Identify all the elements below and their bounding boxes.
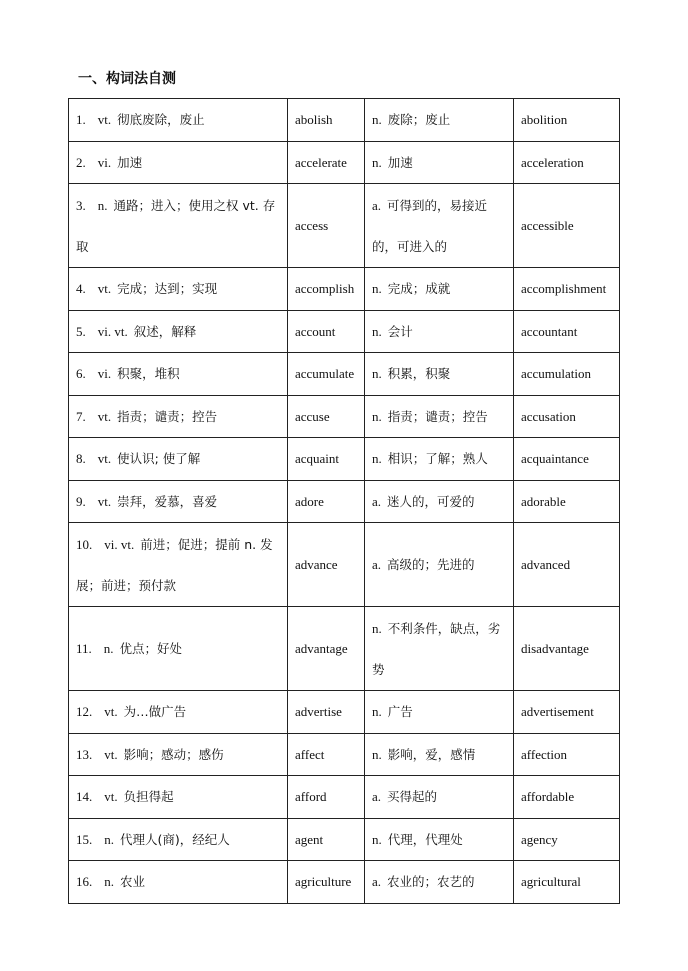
derived-meaning-cell	[365, 353, 514, 396]
part-of-speech: vt.	[97, 493, 112, 509]
derived-part-of-speech: n.	[372, 366, 382, 382]
word-cell	[288, 776, 365, 819]
table-row	[69, 310, 620, 353]
page-heading: 一、构词法自测	[78, 71, 176, 87]
derived-word: accountant	[521, 323, 578, 339]
derived-word: agricultural	[521, 874, 581, 890]
word-cell	[288, 395, 365, 438]
derived-meaning-cell	[365, 776, 514, 819]
word-cell	[288, 268, 365, 311]
meaning-text: 使认识; 使了解	[117, 451, 201, 467]
derived-meaning-cell	[365, 141, 514, 184]
table-row	[69, 184, 620, 268]
meaning-cell	[69, 733, 288, 776]
derived-part-of-speech: a.	[372, 789, 382, 805]
derived-part-of-speech: n.	[372, 112, 382, 128]
base-word: advantage	[295, 641, 348, 656]
derived-meaning-cell	[365, 523, 514, 607]
derived-meaning-text: 代理，代理处	[387, 831, 463, 847]
table-row	[69, 438, 620, 481]
meaning-cell	[69, 99, 288, 142]
base-word: affect	[295, 746, 325, 762]
derived-meaning-cell	[365, 818, 514, 861]
meaning-cell	[69, 395, 288, 438]
word-cell	[288, 310, 365, 353]
derived-meaning-cell	[365, 268, 514, 311]
row-number: 16.	[76, 874, 93, 890]
row-number: 12.	[76, 704, 93, 720]
derived-word: accusation	[521, 408, 576, 424]
meaning-text: 彻底废除，废止	[117, 112, 205, 128]
base-word: advertise	[295, 704, 342, 720]
derived-meaning-cell	[365, 607, 514, 691]
derived-word-cell	[514, 353, 620, 396]
part-of-speech: vi. vt.	[97, 323, 128, 339]
row-number: 9.	[76, 493, 86, 509]
vocab-table	[68, 98, 620, 904]
meaning-cell	[69, 776, 288, 819]
base-word: accomplish	[295, 281, 355, 297]
derived-word: accomplishment	[521, 281, 607, 297]
base-word: accumulate	[295, 366, 355, 382]
derived-meaning-cell	[365, 310, 514, 353]
derived-word-cell	[514, 395, 620, 438]
derived-word-cell	[514, 691, 620, 734]
meaning-cell	[69, 818, 288, 861]
meaning-text: 优点；好处	[119, 641, 183, 656]
derived-word-cell	[514, 607, 620, 691]
derived-word: adorable	[521, 493, 566, 509]
word-cell	[288, 353, 365, 396]
derived-part-of-speech: a.	[372, 493, 382, 509]
derived-part-of-speech: n.	[372, 281, 382, 297]
derived-word-cell	[514, 861, 620, 904]
part-of-speech: vt.	[97, 112, 112, 128]
word-cell	[288, 438, 365, 481]
base-word: account	[295, 323, 336, 339]
derived-part-of-speech: a.	[372, 557, 382, 572]
derived-word: agency	[521, 831, 558, 847]
derived-meaning-cell	[365, 99, 514, 142]
row-number: 1.	[76, 112, 86, 128]
meaning-cell	[69, 438, 288, 481]
part-of-speech: n.	[104, 831, 114, 847]
derived-word-cell	[514, 480, 620, 523]
table-row	[69, 818, 620, 861]
derived-word: disadvantage	[521, 641, 589, 656]
row-number: 3.	[76, 197, 86, 213]
table-row	[69, 268, 620, 311]
derived-word-cell	[514, 438, 620, 481]
word-cell	[288, 733, 365, 776]
meaning-text: 影响；感动；感伤	[123, 746, 224, 762]
derived-word-cell	[514, 523, 620, 607]
meaning-text: 前进；促进；提前 n. 发展；前进；预付款	[76, 536, 273, 593]
meaning-cell	[69, 184, 288, 268]
table-row	[69, 141, 620, 184]
derived-word: advanced	[521, 557, 571, 572]
meaning-cell	[69, 861, 288, 904]
meaning-cell	[69, 523, 288, 607]
row-number: 6.	[76, 366, 86, 382]
meaning-text: 叙述，解释	[133, 323, 197, 339]
derived-word: advertisement	[521, 704, 594, 720]
part-of-speech: vt.	[97, 408, 112, 424]
derived-part-of-speech: n.	[372, 620, 382, 636]
derived-meaning-cell	[365, 395, 514, 438]
derived-meaning-text: 广告	[387, 704, 413, 720]
derived-meaning-text: 指责；谴责；控告	[387, 408, 488, 424]
table-row	[69, 99, 620, 142]
derived-part-of-speech: n.	[372, 746, 382, 762]
derived-word: accessible	[521, 218, 574, 233]
word-cell	[288, 691, 365, 734]
part-of-speech: n.	[104, 874, 114, 890]
table-row	[69, 395, 620, 438]
row-number: 13.	[76, 746, 93, 762]
meaning-cell	[69, 353, 288, 396]
word-cell	[288, 818, 365, 861]
derived-part-of-speech: a.	[372, 197, 382, 213]
derived-meaning-cell	[365, 733, 514, 776]
derived-meaning-text: 可得到的，易接近的，可进入的	[372, 197, 488, 254]
part-of-speech: n.	[97, 197, 108, 213]
derived-word: affection	[521, 746, 567, 762]
row-number: 15.	[76, 831, 93, 847]
part-of-speech: vt.	[104, 746, 118, 762]
derived-meaning-text: 加速	[387, 154, 413, 170]
table-row	[69, 480, 620, 523]
row-number: 5.	[76, 323, 86, 339]
meaning-cell	[69, 141, 288, 184]
base-word: agent	[295, 831, 324, 847]
derived-word-cell	[514, 141, 620, 184]
derived-word-cell	[514, 268, 620, 311]
part-of-speech: vi.	[97, 366, 112, 382]
meaning-cell	[69, 268, 288, 311]
meaning-cell	[69, 607, 288, 691]
table-row	[69, 733, 620, 776]
derived-meaning-text: 高级的；先进的	[387, 557, 475, 572]
table-row	[69, 523, 620, 607]
meaning-text: 指责；谴责；控告	[117, 408, 218, 424]
derived-word: acceleration	[521, 154, 584, 170]
derived-part-of-speech: n.	[372, 831, 382, 847]
word-cell	[288, 607, 365, 691]
meaning-text: 加速	[117, 154, 143, 170]
derived-meaning-cell	[365, 438, 514, 481]
table-row	[69, 607, 620, 691]
meaning-text: 积聚，堆积	[117, 366, 180, 382]
derived-meaning-text: 积累，积聚	[387, 366, 451, 382]
derived-part-of-speech: n.	[372, 323, 382, 339]
row-number: 10.	[76, 536, 93, 552]
derived-part-of-speech: n.	[372, 451, 382, 467]
meaning-text: 农业	[120, 874, 146, 890]
derived-word-cell	[514, 99, 620, 142]
derived-meaning-text: 相识；了解；熟人	[387, 451, 488, 467]
base-word: accelerate	[295, 154, 347, 170]
base-word: advance	[295, 557, 338, 572]
part-of-speech: vt.	[104, 789, 118, 805]
word-cell	[288, 523, 365, 607]
derived-meaning-cell	[365, 480, 514, 523]
derived-word: affordable	[521, 789, 575, 805]
derived-word-cell	[514, 776, 620, 819]
word-cell	[288, 184, 365, 268]
table-row	[69, 861, 620, 904]
row-number: 2.	[76, 154, 86, 170]
derived-part-of-speech: n.	[372, 704, 382, 720]
row-number: 7.	[76, 408, 86, 424]
meaning-text: 完成；达到；实现	[117, 281, 218, 297]
part-of-speech: n.	[103, 641, 114, 656]
base-word: abolish	[295, 112, 333, 128]
derived-word-cell	[514, 818, 620, 861]
derived-part-of-speech: n.	[372, 408, 382, 424]
derived-word-cell	[514, 184, 620, 268]
derived-part-of-speech: a.	[372, 874, 382, 890]
derived-meaning-text: 影响，爱，感情	[387, 746, 476, 762]
row-number: 8.	[76, 451, 86, 467]
row-number: 4.	[76, 281, 86, 297]
derived-word: acquaintance	[521, 451, 589, 467]
part-of-speech: vt.	[104, 704, 118, 720]
meaning-text: 崇拜，爱慕，喜爱	[117, 493, 218, 509]
derived-meaning-text: 完成；成就	[387, 281, 451, 297]
derived-meaning-text: 买得起的	[387, 789, 438, 805]
part-of-speech: vi. vt.	[104, 536, 135, 552]
meaning-cell	[69, 480, 288, 523]
derived-word: abolition	[521, 112, 568, 128]
derived-word-cell	[514, 310, 620, 353]
part-of-speech: vt.	[97, 451, 112, 467]
meaning-cell	[69, 310, 288, 353]
word-cell	[288, 141, 365, 184]
table-row	[69, 691, 620, 734]
derived-meaning-text: 农业的；农艺的	[387, 874, 475, 890]
derived-meaning-text: 迷人的，可爱的	[387, 493, 475, 509]
table-row	[69, 353, 620, 396]
word-cell	[288, 99, 365, 142]
derived-word-cell	[514, 733, 620, 776]
derived-meaning-cell	[365, 861, 514, 904]
base-word: agriculture	[295, 874, 352, 890]
derived-meaning-cell	[365, 184, 514, 268]
word-cell	[288, 480, 365, 523]
derived-word: accumulation	[521, 366, 592, 382]
meaning-text: 负担得起	[123, 789, 174, 805]
derived-part-of-speech: n.	[372, 154, 382, 170]
derived-meaning-cell	[365, 691, 514, 734]
meaning-text: 为…做广告	[123, 704, 187, 720]
base-word: accuse	[295, 408, 330, 424]
part-of-speech: vt.	[97, 281, 112, 297]
derived-meaning-text: 废除；废止	[387, 112, 451, 128]
base-word: acquaint	[295, 451, 340, 467]
row-number: 14.	[76, 789, 93, 805]
base-word: afford	[295, 789, 327, 805]
meaning-text: 代理人(商)，经纪人	[120, 831, 230, 847]
derived-meaning-text: 会计	[387, 323, 413, 339]
base-word: access	[295, 218, 329, 233]
row-number: 11.	[76, 641, 92, 656]
derived-meaning-text: 不利条件，缺点，劣势	[372, 620, 501, 677]
meaning-cell	[69, 691, 288, 734]
meaning-text: 通路；进入；使用之权 vt. 存取	[76, 197, 276, 254]
part-of-speech: vi.	[97, 154, 112, 170]
table-row	[69, 776, 620, 819]
base-word: adore	[295, 493, 324, 509]
word-cell	[288, 861, 365, 904]
